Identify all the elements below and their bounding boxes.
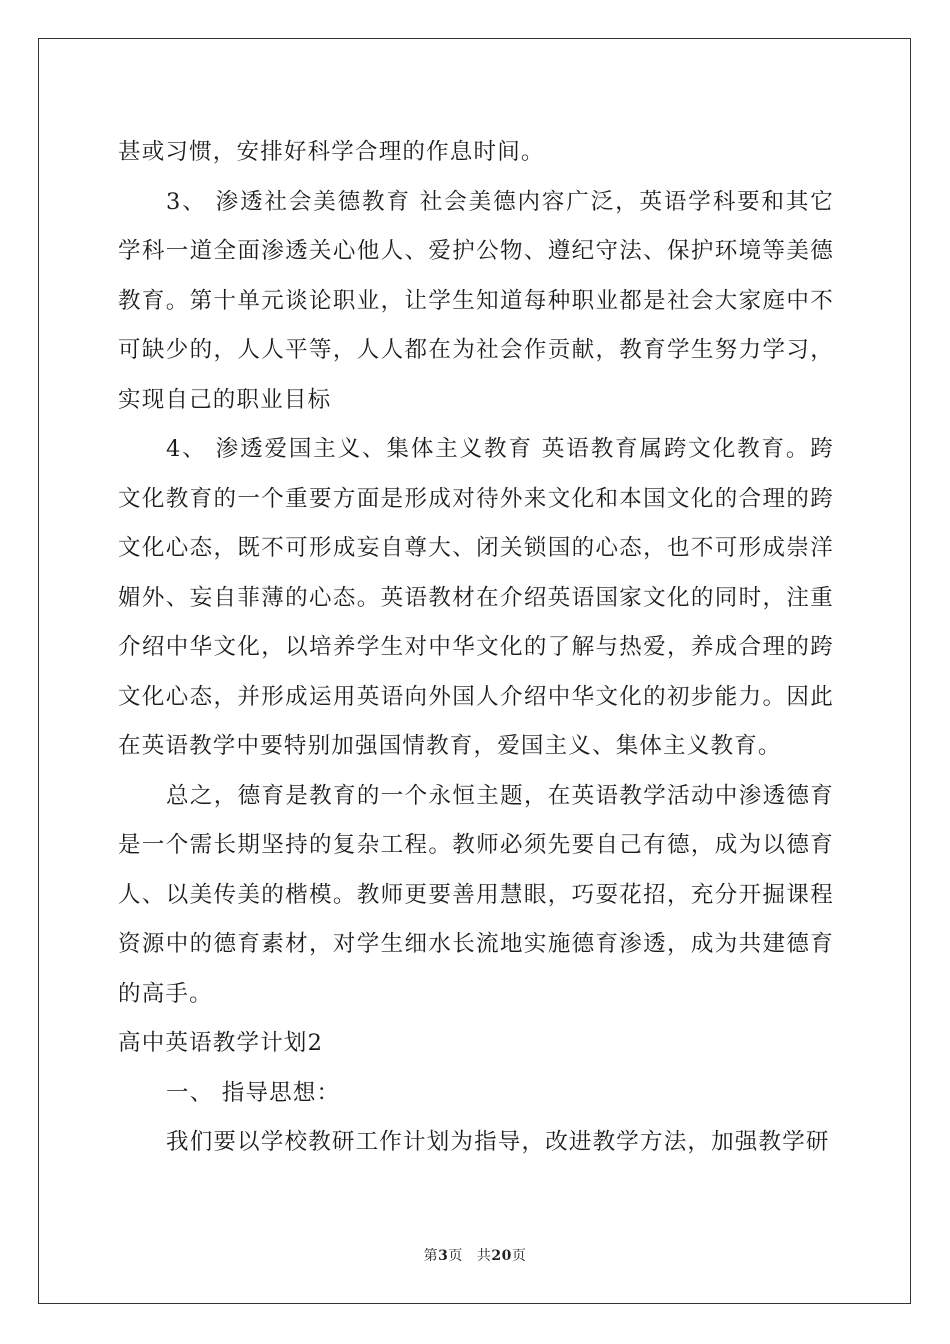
page-footer xyxy=(0,1245,950,1265)
document-body xyxy=(118,128,834,1168)
paragraph-continuation: 甚或习惯，安排好科学合理的作息时间。 xyxy=(118,139,545,165)
paragraph-guidance: 我们要以学校教研工作计划为指导，改进教学方法，加强教学研 xyxy=(166,1129,830,1155)
paragraph-conclusion: 总之，德育是教育的一个永恒主题，在英语教学活动中渗透德育是一个需长期坚持的复杂工程。教师必须先要自己有德，成为以德育人、以美传美的楷模。教师更要善用慧眼，巧耍花招，充分开掘课程资源中的德育素材，对学生细水长流地实施德育渗透，成为共建德育的高手。 xyxy=(118,782,834,1007)
paragraph-patriotism: 4、 渗透爱国主义、集体主义教育 英语教育属跨文化教育。跨文化教育的一个重要方面是形成对待外来文化和本国文化的合理的跨文化心态，既不可形成妄自尊大、闭关锁国的心态，也不可形成崇洋媚外、妄自菲薄的心态。英语教材在介绍英语国家文化的同时，注重介绍中华文化，以培养学生对中华文化的了解与热爱，养成合理的跨文化心态，并形成运用英语向外国人介绍中华文化的初步能力。因此在英语教学中要特别加强国情教育，爱国主义、集体主义教育。 xyxy=(118,436,834,759)
subheading-guiding-thought: 一、 指导思想： xyxy=(166,1079,341,1106)
paragraph-social-morality: 3、 渗透社会美德教育 社会美德内容广泛，英语学科要和其它学科一道全面渗透关心他人、爱护公物、遵纪守法、保护环境等美德教育。第十单元谈论职业，让学生知道每种职业都是社会大家庭中不可缺少的，人人平等，人人都在为社会作贡献，教育学生努力学习，实现自己的职业目标 xyxy=(118,188,834,413)
section-title: 高中英语教学计划2 xyxy=(118,1030,324,1056)
page-prefix: 第 xyxy=(423,1248,439,1264)
page-unit: 页 xyxy=(448,1248,463,1264)
total-unit: 页 xyxy=(511,1248,527,1264)
total-pages: 20 xyxy=(491,1248,512,1264)
page-number: 3 xyxy=(438,1248,449,1264)
total-prefix: 共 xyxy=(476,1248,492,1264)
